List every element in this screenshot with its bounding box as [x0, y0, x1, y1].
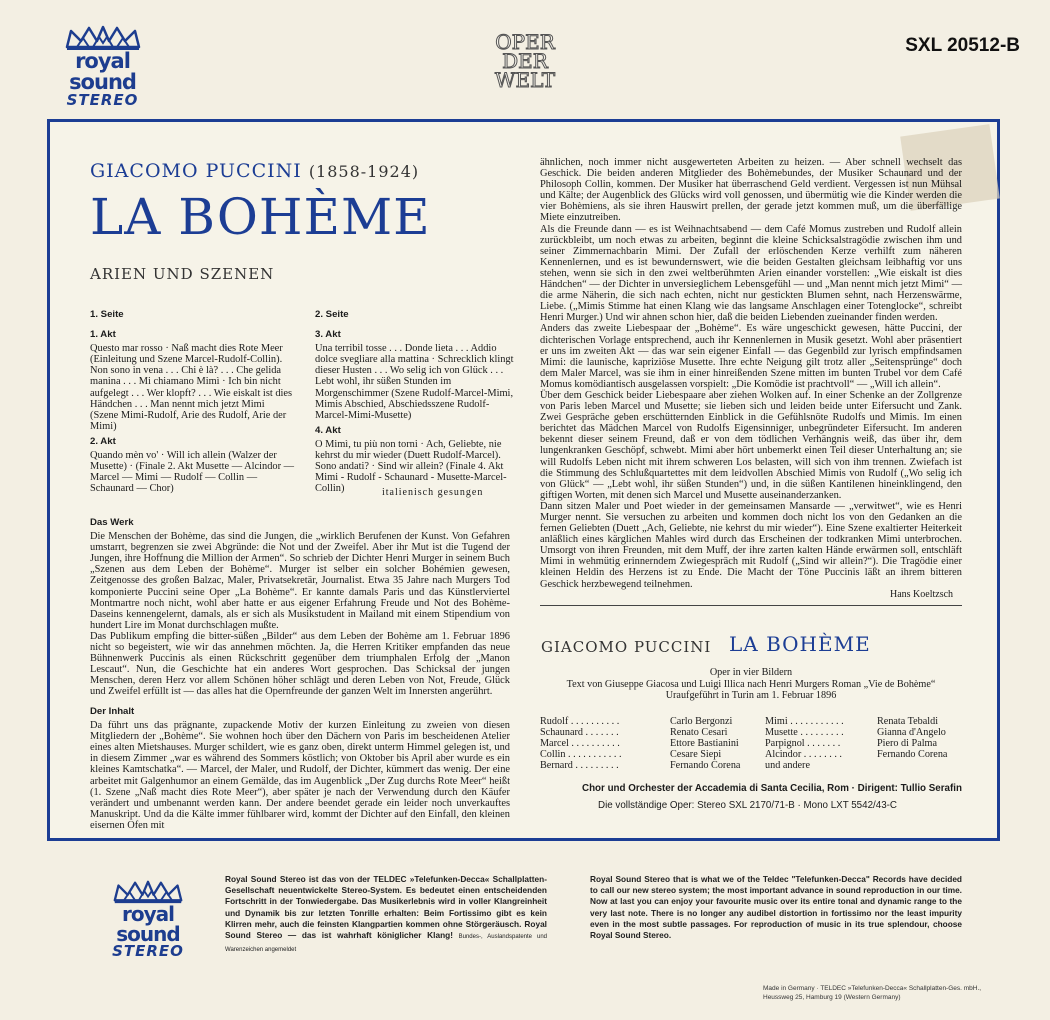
side-2-tracklist — [315, 305, 515, 494]
role: Musette . . . . . . . . . — [765, 727, 844, 738]
singer: Ettore Bastianini — [670, 738, 739, 749]
imprint-line: Made in Germany · TELDEC »Telefunken-Decca« Schallplatten-Ges. mbH., — [763, 985, 982, 992]
cast-row — [765, 738, 947, 749]
cast-list-left — [540, 716, 740, 771]
act-heading: 4. Akt — [315, 424, 341, 436]
role: Bernard . . . . . . . . . — [540, 760, 619, 771]
credits-title: LA BOHÈME — [729, 632, 871, 656]
paragraph: Dann sitzen Maler und Poet wieder in der gemeinsamen Mansarde — „verwitwet“, wie es Henri Murger nennt. Sie versuchen zu arbeiten und kommen doch nicht los von den Gedanken an die fernen Geliebten (Duett „Ach, Geliebte, nie kehrst du mir wieder“). Eine Szene exaltierter Heiterkeit anläßlich eines kärglichen Mahles wird durch das Erscheinen der todkranken Mimi unterbrochen. Umsorgt von ihren Freunden, mit dem Muff, der ihre zarten kalten Hände erwärmen soll, entschläft Mimi in wehmütig erinnerndem Zwiegespräch mit Rudolf („Sind wir allein?“). Die Tragödie einer kleinen Heldin des Herzens ist zu Ende. Die Macht der Töne Puccinis läßt an ihrem bitteren Geschick herzbewegend teilnehmen. — [540, 500, 962, 590]
imprint-line: Heussweg 25, Hamburg 19 (Western Germany) — [763, 993, 901, 1001]
role: Marcel . . . . . . . . . . — [540, 738, 620, 749]
role: Rudolf . . . . . . . . . . — [540, 716, 620, 727]
paragraph: Da führt uns das prägnante, zupackende Motiv der kurzen Einleitung zu zweien von diesen Mitgliedern der „Bohème“. Sie wohnen hoch über den Dächern von Paris im bescheidenen Atelier eines alten Mietshauses. Murger schildert, wie es ganz oben, direkt unterm Himmel gelegen ist, und in diesem Zimmer „war es während des Sommers köstlich; von Oktober bis April aber wurde es ein kleines Kamtschatka“. — Marcel, der Maler, und Rudolf, der Dichter, kümmert das wenig. Der eine arbeitet mit Galgenhumor an einem Gemälde, das im Augenblick „Der Zug durchs Rote Meer“ heißt (1. Szene „Naß macht dies Rote Meer“), aber später je nach der Verwendung durch den Käufer verändert und umbenannt werden kann. Der andere beendet gerade ein leider noch unverkauftes Manuskript. Und da die Kälte immer fühlbarer wird, kommt der Dichter auf den Einfall, den kleinen eisernen Ofen mit — [90, 720, 510, 831]
act-text: Una terribil tosse . . . Donde lieta . . . Addio dolce svegliare alla mattina · Schrecklich klingt dieser Husten . . . Wo selig ich von Glück . . . Lebt wohl, ihr süßen Stunden im Morgenschimmer (Szene Rudolf-Marcel-Mimi, Mimis Abschied, Abschiedsszene Rudolf-Marcel-Mimi-Musette) — [315, 343, 514, 421]
brand-name: royal sound — [69, 49, 136, 94]
cast-row — [540, 760, 740, 771]
section-heading: Der Inhalt — [90, 706, 135, 717]
paragraph: Anders das zweite Liebespaar der „Bohème“. Es wäre ungeschickt gewesen, hätte Puccini, der dichterischen Vorlage entsprechend, auch ihr Kennenlernen in Musik gesetzt. Wohl aber präsentiert er uns im zweiten Akt — das war sein eigener Einfall — das Gegenbild zur lyrisch empfindsamen Mimi: die launische, kapriziöse Musette. Ihre echte Neigung gilt trotz aller „Seitensprünge“ doch dem Maler Marcel, was sie ihm in einer hinreißenden Szene mitten im bunten Trubel vor dem Café Momus komödiantisch ausgelassen vorspielt: „Die Komödie ist prachtvoll“ — „Will ich allein“. — [540, 323, 962, 390]
singer: Renato Cesari — [670, 727, 728, 738]
section-der-inhalt — [90, 702, 510, 831]
singer: Gianna d'Angelo — [877, 727, 946, 738]
act-heading: 1. Akt — [90, 329, 116, 341]
paragraph: Als die Freunde dann — es ist Weihnachtsabend — dem Café Momus zustreben und Rudolf allein zurückbleibt, um noch etwas zu arbeiten, beginnt die kleine Schicksalstragödie zwischen ihm und seiner Zimmernachbarin Mimi. Der Zufall der erlöschenden Kerze verhilft zum näheren Kennenlernen, und es ist bewundernswert, wie die beiden Gestalten gleichsam leibhaftig vor uns stehen, wenn sie sich in den zwei weltberühmten Arien einander vorstellen: „Wie eiskalt ist dies Händchen“ — der Dichter in unversieglichem Lebensgefühl — und „Man nennt mich jetzt Mimi“ — die arme Näherin, die sich nach echten, nicht nur gestickten Blumen sehnt, nach Herzenswärme, Liebe. („Mimis Stimme hat einen Klang wie das langsame Anschlagen einer Totenglocke“, schreibt Henri Murger.) Und wir ahnen schon hier, daß die beiden Liebenden zueinander finden werden. — [540, 223, 962, 324]
synopsis-continued — [540, 157, 962, 590]
section-heading: Das Werk — [90, 517, 134, 528]
role: und andere — [765, 760, 810, 771]
singer: Fernando Corena — [877, 749, 948, 760]
royal-sound-logo-footer — [98, 880, 198, 959]
catalog-number: SXL 20512-B — [905, 35, 1020, 56]
divider — [540, 605, 962, 606]
cast-row — [765, 716, 947, 727]
cast-row — [765, 760, 947, 771]
patent-note: Bundes-, Auslandspatente und Warenzeichen angemeldet — [225, 934, 548, 954]
paragraph: ähnlichen, noch immer nicht ausgewerteten Arbeiten zu heizen. — Aber schnell wechselt das Geschick. Die beiden anderen Mitglieder des Bohèmebundes, der Musiker Schaunard und der Philosoph Collin, kommen. Der Musiker hat überraschend Geld verdient. Vergessen ist nun Mühsal und Kälte; der Augenblick des Glücks wird voll genossen, und übermütig wie die Kinder werden die vier Bohèmiens, als sie ihren Hauswirt prellen, der gerade jetzt kommen muß, um die überfällige Miete einzutreiben. — [540, 157, 962, 224]
role: Parpignol . . . . . . . — [765, 738, 841, 749]
cast-row — [540, 738, 740, 749]
chorus-credit: Chor und Orchester der Accademia di Santa Cecilia, Rom · Dirigent: Tullio Serafin — [582, 783, 962, 794]
section-das-werk — [90, 513, 510, 698]
singer: Fernando Corena — [670, 760, 741, 771]
crown-icon — [111, 880, 185, 904]
cast-row — [540, 716, 740, 727]
singer: Piero di Palma — [877, 738, 937, 749]
role: Schaunard . . . . . . . — [540, 727, 619, 738]
crown-icon — [63, 25, 143, 51]
stereo-label: STEREO — [66, 91, 139, 109]
language-note: italienisch gesungen — [382, 487, 484, 498]
singer: Renata Tebaldi — [877, 716, 939, 727]
composer-heading — [90, 160, 419, 182]
cast-row — [540, 727, 740, 738]
paragraph: Die Menschen der Bohème, das sind die Jungen, die „wirklich Berufenen der Kunst. Von Gefahren umstarrt, begrenzen sie zwei Abgründe: die Not und der Zweifel. Aber ihr Mut ist die Tugend der Jungen, ihre Hoffnung die Million der Armen“. So schrieb der Dichter Henri Murger in seinem Buch „Szenen aus dem Leben der Bohème“. Murger ist selber ein solcher Bohémien gewesen, Zeitgenosse des großen Balzac, Maler, Privatsekretär, Journalist. Etwa 35 Jahre nach Murgers Tod komponierte Puccini seine Oper „La Bohème“. Er kannte damals Paris und das Künstlerviertel Montmartre noch nicht, wohl aber hatte er aus eigener Erfahrung Freude und Not des Bohème-Daseins kennengelernt, damals, als er sich als Musikstudent in Mailand mit einem Stipendium von hundert Lire im Monat durchschlagen mußte. — [90, 531, 510, 631]
series-line: DER — [502, 49, 548, 73]
composer-name: GIACOMO PUCCINI — [90, 160, 302, 182]
royal-sound-logo — [45, 25, 160, 108]
role: Collin . . . . . . . . . . . — [540, 749, 622, 760]
footer-german — [225, 874, 547, 956]
author-signature: Hans Koeltzsch — [890, 589, 954, 600]
footer-english: Royal Sound Stereo that is what we of the Teldec "Telefunken-Decca" Records have decided to call our new stereo system; the most important advance in sound reproduction in our time. Now at last you can enjoy your favourite music over its entire tonal and dynamic range to the very last note. There is no longer any audibel distortion in fortissimo nor the least impurity even in the most subtle passages. For reproduction of music in its true splendour, choose Royal Sound Stereo. — [590, 874, 962, 941]
side-heading: 2. Seite — [315, 309, 349, 320]
cast-list-right — [765, 716, 947, 771]
stereo-label: STEREO — [112, 942, 184, 960]
info-line: Oper in vier Bildern — [709, 667, 793, 678]
series-line: OPER — [495, 30, 555, 54]
credits-composer: GIACOMO PUCCINI — [541, 638, 712, 656]
info-line: Text von Giuseppe Giacosa und Luigi Illica nach Henri Murgers Roman „Vie de Bohème“ — [566, 679, 936, 690]
side-1-tracklist — [90, 305, 295, 494]
composer-years: (1858-1924) — [308, 162, 420, 181]
role: Alcindor . . . . . . . . — [765, 749, 842, 760]
cast-row — [765, 727, 947, 738]
act-text: O Mimì, tu più non torni · Ach, Geliebte, nie kehrst du mir wieder (Duett Rudolf-Marcel). Sono andati? · Sind wir allein? (Finale 4. Akt Mimi - Rudolf - Schaunard - Musette-Marcel-Collin) — [315, 438, 507, 495]
info-line: Uraufgeführt in Turin am 1. Februar 1896 — [665, 690, 837, 701]
side-heading: 1. Seite — [90, 309, 124, 320]
singer: Cesare Siepi — [670, 749, 722, 760]
opera-subtitle: ARIEN UND SZENEN — [90, 265, 275, 283]
paragraph: Über dem Geschick beider Liebespaare aber ziehen Wolken auf. In einer Schenke an der Zollgrenze von Paris leben Marcel und Musette; sie lieben sich und leiden beide unter Eifersucht und Zank. Zwei Gespräche geben erschütternden Einblick in die Gefühlsnöte Rudolfs und Mimis. Im einen berichtet das Mädchen Marcel von Rudolfs Eigensinniger, unbegründeter Eifersucht. Im anderen bekennt dieser seinem Freund, daß er von dem tödlichen Verhängnis weiß, das über ihr, dem lungenkranken Geschöpf, schwebt. Mimi aber hört unbemerkt einen Teil dieser Unterhaltung an; sie will Rudolfs Leben nicht mit ihrem schweren Los belasten, will sich von ihm trennen. Zwiefach ist die Stimmung des Schlußquartettes mit dem leidvollen Abschied Mimis von Rudolf („Wo selig ich von Glück“ — „Lebt wohl, ihr süßen Stunden“) und, in die süßen Kantilenen hineinklingend, den giftigen Worten, mit denen sich Marcel und Musette auseinanderzanken. — [540, 389, 962, 501]
footer-text: Royal Sound Stereo ist das von der TELDEC »Telefunken-Decca« Schallplatten-Gesellschaft neuentwickelte Stereo-System. Es bedeutet einen entscheidenden Fortschritt in der Tonwiedergabe. Das Musikerlebnis wird in voller Klangreinheit und Dynamik bis zur letzten Tonrille erhalten: Beim Fortissimo gibt es kein Klirren mehr, auch die feinsten Klangpartien kommen ohne Störgeräusch. Royal Sound Stereo — das ist wahrhaft königlicher Klang! — [225, 874, 547, 941]
paragraph: Das Publikum empfing die bitter-süßen „Bilder“ aus dem Leben der Bohème am 1. Februar 1896 nicht so begeistert, wie wir das annehmen möchten. Ja, die Herren Kritiker empfanden das neue Bühnenwerk Puccinis als einen Rückschritt gegenüber dem triumphalen Erfolg der „Manon Lescaut“. Nun, die Geschichte hat ein anderes Wort gesprochen. Das Schicksal der jungen Menschen, deren Herz vor allem Schönen höher schlägt und deren Leben von Not, Freude, Glück und Zweifel erfüllt ist — das alles hat die Opernfreunde der ganzen Welt im Innersten angerührt. — [90, 630, 510, 698]
series-logo — [475, 30, 575, 92]
brand-name: royal sound — [116, 902, 180, 946]
complete-recording: Die vollständige Oper: Stereo SXL 2170/71-B · Mono LXT 5542/43-C — [598, 800, 897, 811]
made-in-germany — [763, 985, 981, 1002]
cast-row — [540, 749, 740, 760]
act-heading: 2. Akt — [90, 435, 116, 447]
series-line: WELT — [494, 68, 556, 92]
opera-title: LA BOHÈME — [90, 188, 431, 246]
act-text: Quando mèn vo' · Will ich allein (Walzer der Musette) · (Finale 2. Akt Musette — Alcindor — Marcel — Mimi — Rudolf — Collin — Schaunard — Chor) — [90, 450, 295, 495]
act-heading: 3. Akt — [315, 329, 341, 341]
cast-row — [765, 749, 947, 760]
role: Mimi . . . . . . . . . . . — [765, 716, 844, 727]
opera-info — [540, 667, 962, 701]
act-text: Questo mar rosso · Naß macht dies Rote Meer (Einleitung und Szene Marcel-Rudolf-Collin). Non sono in vena . . . Chi è là? . . . Che gelida manina . . . Mi chiamano Mimì · Ich bin nicht aufgelegt . . . Wer klopft? . . . Wie eiskalt ist dies Händchen . . . Man nennt mich jetzt Mimi (Szene Mimi-Rudolf, Arie des Rudolf, Arie der Mimi) — [90, 343, 293, 432]
singer: Carlo Bergonzi — [670, 716, 733, 727]
